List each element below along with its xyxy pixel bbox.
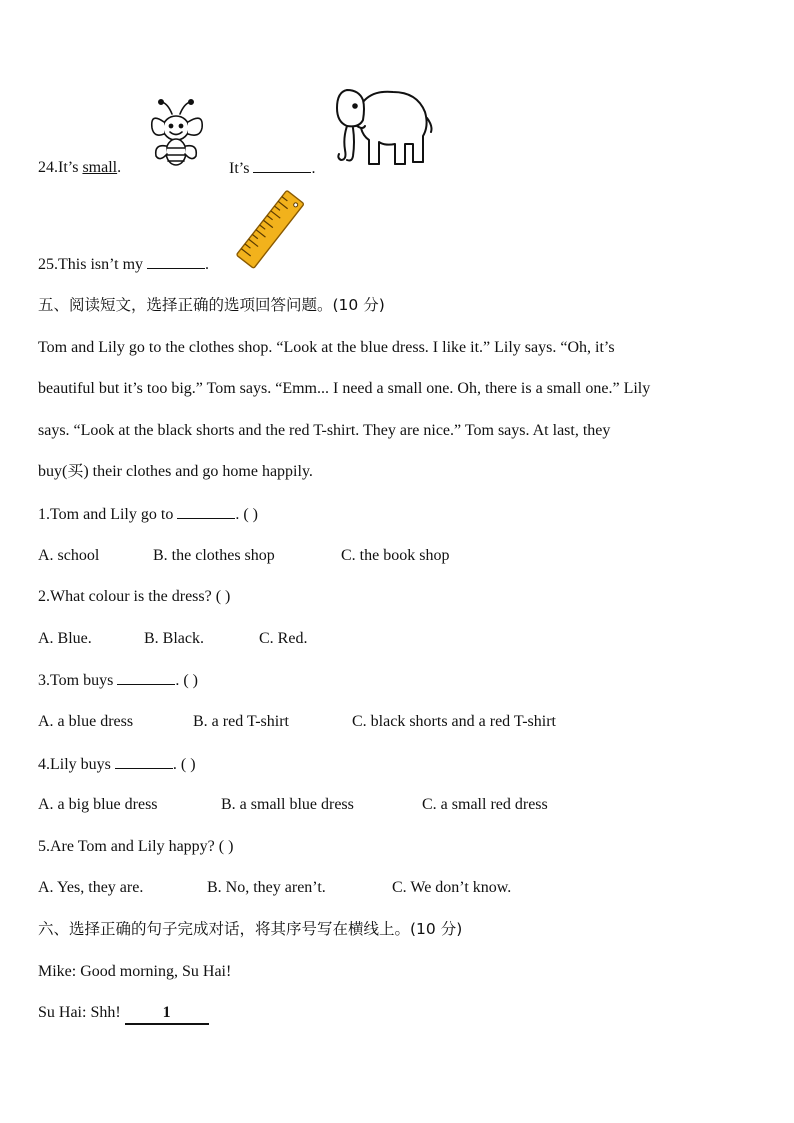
- option-c[interactable]: C. a small red dress: [422, 796, 548, 813]
- question-3: 3.Tom buys . ( ): [38, 672, 198, 689]
- option-b[interactable]: B. a small blue dress: [221, 796, 354, 813]
- passage-line: beautiful but it’s too big.” Tom says. “Emm... I need a small one. Oh, there is a small one.” Lily: [38, 380, 651, 397]
- answer-blank[interactable]: [253, 158, 311, 173]
- passage-line: says. “Look at the black shorts and the red T-shirt. They are nice.” Tom says. At last, they: [38, 422, 611, 439]
- option-c[interactable]: C. the book shop: [341, 547, 450, 564]
- section-5-title: 五、阅读短文，选择正确的选项回答问题。(10 分): [38, 296, 385, 314]
- answer-blank[interactable]: [125, 1003, 209, 1025]
- answer-blank[interactable]: [147, 254, 205, 269]
- answer-blank[interactable]: [115, 754, 173, 769]
- question-1: 1.Tom and Lily go to . ( ): [38, 506, 258, 523]
- question-3-options: [38, 712, 556, 732]
- blank-number: 1: [162, 1004, 171, 1021]
- question-4-options: [38, 795, 548, 815]
- answer-blank[interactable]: [177, 504, 235, 519]
- option-a[interactable]: A. a big blue dress: [38, 796, 158, 813]
- question-5-options: [38, 878, 511, 898]
- option-a[interactable]: A. Blue.: [38, 630, 92, 647]
- bee-icon: [146, 98, 208, 172]
- passage-line: Tom and Lily go to the clothes shop. “Look at the blue dress. I like it.” Lily says. “Oh, it’s: [38, 339, 615, 356]
- option-c[interactable]: C. We don’t know.: [392, 879, 512, 896]
- option-c[interactable]: C. Red.: [259, 630, 308, 647]
- question-2-options: [38, 629, 307, 649]
- option-c[interactable]: C. black shorts and a red T-shirt: [352, 713, 556, 730]
- option-b[interactable]: B. Black.: [144, 630, 204, 647]
- underlined-word: small: [82, 159, 118, 176]
- question-24: 24.It’s small.: [38, 159, 122, 176]
- option-b[interactable]: B. No, they aren’t.: [207, 879, 326, 896]
- question-4: 4.Lily buys . ( ): [38, 756, 196, 773]
- question-1-options: [38, 546, 449, 566]
- ruler-icon: [234, 188, 308, 272]
- section-6-title: 六、选择正确的句子完成对话，将其序号写在横线上。(10 分): [38, 920, 463, 938]
- question-24-answer: It’s .: [229, 160, 316, 177]
- dialogue-line: Su Hai: Shh! 1: [38, 1003, 209, 1025]
- option-b[interactable]: B. the clothes shop: [153, 547, 275, 564]
- question-25: 25.This isn’t my .: [38, 256, 210, 273]
- passage-line: buy(买) their clothes and go home happily.: [38, 463, 313, 480]
- answer-blank[interactable]: [117, 670, 175, 685]
- question-5: 5.Are Tom and Lily happy? ( ): [38, 838, 234, 855]
- option-a[interactable]: A. school: [38, 547, 100, 564]
- elephant-icon: [333, 82, 435, 170]
- dialogue-line: Mike: Good morning, Su Hai!: [38, 963, 232, 980]
- option-a[interactable]: A. a blue dress: [38, 713, 134, 730]
- option-b[interactable]: B. a red T-shirt: [193, 713, 289, 730]
- question-2: 2.What colour is the dress? ( ): [38, 588, 231, 605]
- option-a[interactable]: A. Yes, they are.: [38, 879, 144, 896]
